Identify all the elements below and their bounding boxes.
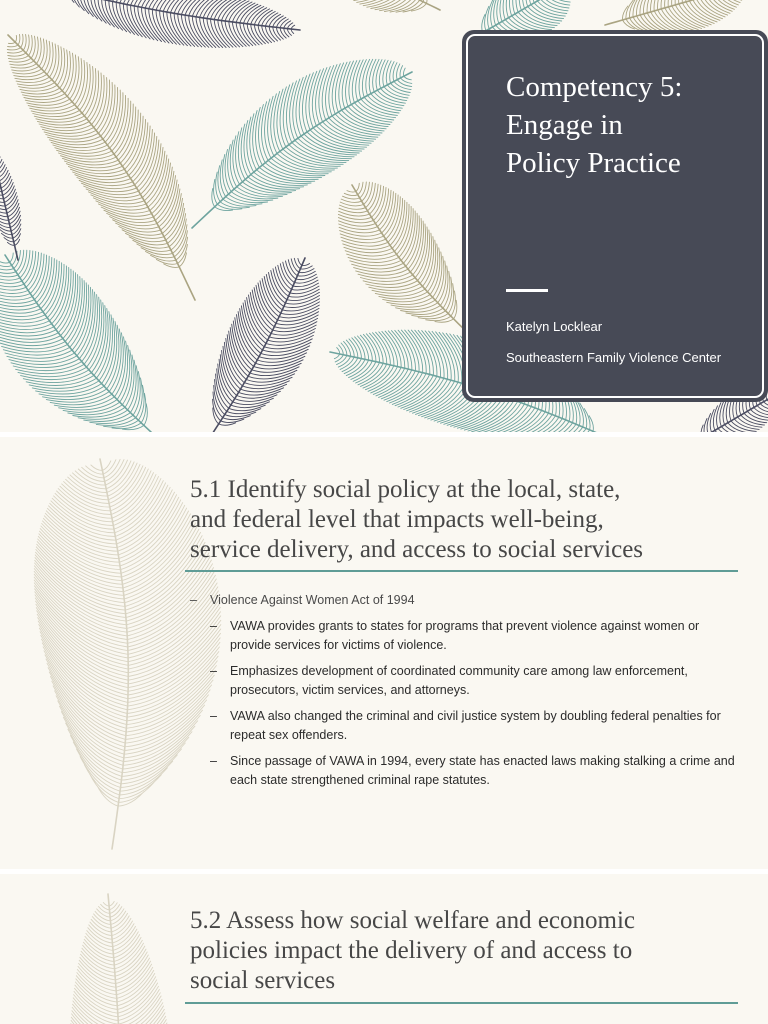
sub-bullet-text: Since passage of VAWA in 1994, every state has enacted laws making stalking a crime and each state strengthened criminal rape statutes. bbox=[230, 754, 735, 787]
feather-illustration bbox=[338, 182, 470, 335]
feather-illustration bbox=[0, 250, 165, 432]
content-slide-5-1 bbox=[0, 437, 768, 869]
sub-bullet-text: VAWA provides grants to states for programs that prevent violence against women or provide services for victims of violence. bbox=[230, 619, 700, 652]
title-line: and federal level that impacts well-being, bbox=[190, 506, 604, 533]
feather-barbs bbox=[338, 182, 456, 322]
title-card bbox=[462, 30, 768, 402]
presentation-title bbox=[506, 68, 682, 182]
feather-barbs bbox=[7, 34, 187, 270]
feather-barbs bbox=[66, 0, 295, 48]
title-line: social services bbox=[190, 967, 336, 994]
bullet-marker: – bbox=[190, 593, 197, 607]
bullet-marker: – bbox=[210, 619, 217, 633]
title-line: policies impact the delivery of and access to bbox=[190, 937, 633, 964]
feather-illustration bbox=[205, 258, 320, 432]
title-underline bbox=[185, 1002, 738, 1004]
bullet-marker: – bbox=[210, 709, 217, 723]
title-line: Engage in bbox=[506, 109, 623, 141]
author-name: Katelyn Locklear bbox=[506, 319, 603, 334]
title-line: Competency 5: bbox=[506, 71, 683, 103]
slide-title bbox=[190, 475, 643, 565]
bullet-marker: – bbox=[210, 664, 217, 678]
bullet-list bbox=[190, 591, 738, 790]
feather-barbs bbox=[335, 0, 430, 12]
title-line: 5.1 Identify social policy at the local, state, bbox=[190, 476, 621, 503]
organization-name: Southeastern Family Violence Center bbox=[506, 350, 722, 365]
title-line: 5.2 Assess how social welfare and economic bbox=[190, 907, 636, 934]
title-line: Policy Practice bbox=[506, 147, 681, 179]
sub-list-item bbox=[210, 707, 738, 745]
bullet-text: Violence Against Women Act of 1994 bbox=[210, 593, 415, 607]
sub-bullet-text: VAWA also changed the criminal and civil justice system by doubling federal penalties for repeat sex offenders. bbox=[230, 709, 721, 742]
feather-barbs bbox=[69, 902, 173, 1024]
feather-barbs bbox=[619, 0, 745, 34]
sub-list-item bbox=[210, 662, 738, 700]
content-slide-5-2 bbox=[0, 874, 768, 1024]
title-line: service delivery, and access to social services bbox=[190, 536, 644, 563]
title-underline bbox=[185, 570, 738, 572]
title-slide bbox=[0, 0, 768, 432]
sub-list-item bbox=[210, 752, 738, 790]
feather-illustration bbox=[40, 0, 300, 48]
list-item bbox=[190, 591, 738, 610]
sub-bullet-text: Emphasizes development of coordinated community care among law enforcement, prosecutors, victim services, and attorneys. bbox=[230, 664, 688, 697]
feather-illustration bbox=[192, 59, 412, 228]
feather-barbs bbox=[0, 250, 147, 430]
feather-illustration bbox=[0, 150, 21, 260]
feather-illustration bbox=[605, 0, 745, 34]
feather-illustration bbox=[69, 894, 173, 1024]
bullet-marker: – bbox=[210, 754, 217, 768]
sub-list-item bbox=[210, 617, 738, 655]
feather-barbs bbox=[0, 153, 21, 249]
feather-illustration bbox=[335, 0, 440, 12]
title-divider bbox=[506, 289, 548, 292]
feather-barbs bbox=[212, 59, 412, 210]
slide-title bbox=[190, 906, 635, 996]
